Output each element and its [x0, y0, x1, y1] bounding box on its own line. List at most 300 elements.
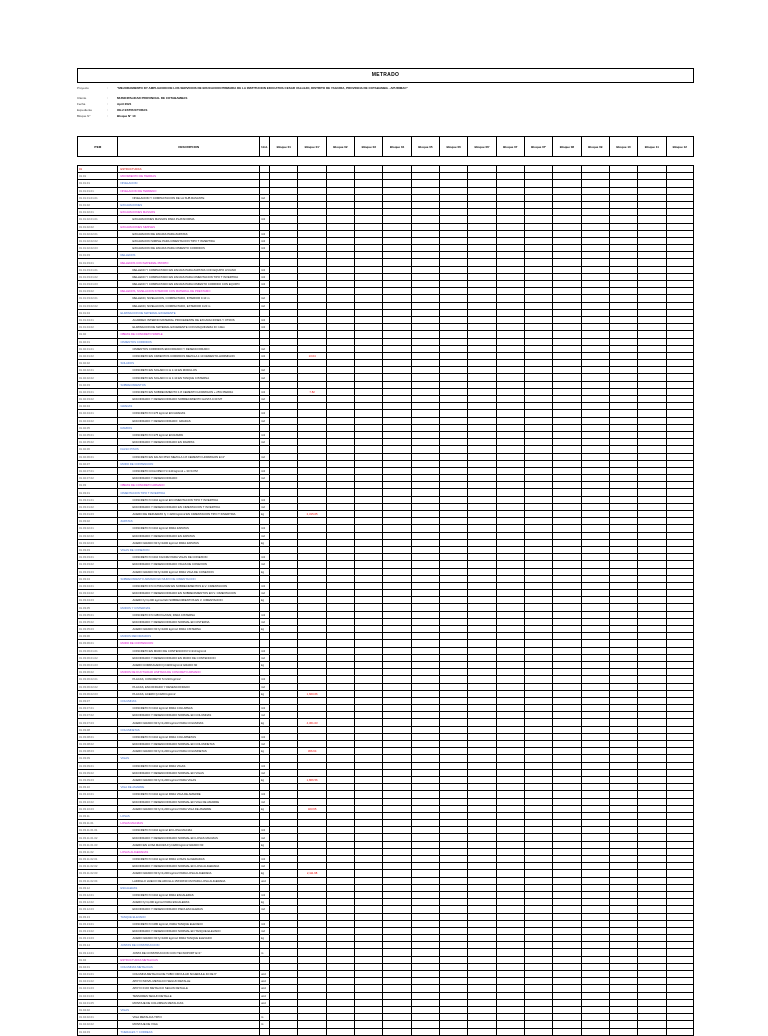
block-value: [355, 949, 383, 956]
item-code: 01.03.06.02: [78, 669, 118, 676]
block-value: [298, 223, 326, 230]
block-value: [666, 194, 693, 201]
block-value: [355, 525, 383, 532]
block-value: [468, 805, 496, 812]
block-value: [326, 956, 354, 963]
block-value: [581, 374, 609, 381]
block-value: [355, 618, 383, 625]
block-value: [553, 173, 581, 180]
item-description: LADRILLO HUECO DE ARCILLA 15X30X30 CM PARA LOSA ALIGERADA: [118, 877, 260, 884]
block-value: [524, 611, 552, 618]
item-code: 01.01.03.01.03: [78, 281, 118, 288]
item-description: VIGA METALICA TIPO I: [118, 1014, 260, 1021]
block-value: [581, 201, 609, 208]
item-description: MUROS Y CISTERNAS: [118, 604, 260, 611]
block-value: [468, 316, 496, 323]
block-value: [666, 626, 693, 633]
block-value: [468, 288, 496, 295]
item-code: 01.03.13.03: [78, 935, 118, 942]
block-value: [411, 776, 439, 783]
block-value: [383, 1028, 411, 1035]
block-value: [298, 705, 326, 712]
column-header: Bloque 09: [581, 137, 609, 157]
block-value: [524, 367, 552, 374]
block-value: [411, 194, 439, 201]
block-value: [468, 381, 496, 388]
block-value: [411, 252, 439, 259]
item-code: 01.03.03: [78, 546, 118, 553]
cliente-label: Cliente: [77, 96, 87, 100]
block-value: [298, 891, 326, 898]
block-value: [411, 870, 439, 877]
block-value: [355, 942, 383, 949]
block-value: [468, 424, 496, 431]
block-value: [355, 309, 383, 316]
block-value: [270, 252, 298, 259]
block-value: [666, 848, 693, 855]
block-value: [496, 626, 524, 633]
block-value: [355, 582, 383, 589]
block-value: [496, 388, 524, 395]
block-value: [553, 360, 581, 367]
block-value: [553, 856, 581, 863]
block-value: [468, 956, 496, 963]
block-value: [383, 870, 411, 877]
block-value: [298, 841, 326, 848]
block-value: [581, 626, 609, 633]
block-value: [553, 496, 581, 503]
block-value: [326, 259, 354, 266]
block-value: [638, 820, 666, 827]
block-value: [496, 913, 524, 920]
block-value: [298, 331, 326, 338]
block-value: [468, 575, 496, 582]
block-value: [666, 985, 693, 992]
block-value: [440, 446, 468, 453]
block-value: [440, 1014, 468, 1021]
block-value: [411, 683, 439, 690]
block-value: [411, 309, 439, 316]
block-value: 7.82: [298, 388, 326, 395]
block-value: [524, 1006, 552, 1013]
block-value: [326, 1014, 354, 1021]
block-value: [496, 690, 524, 697]
item-code: 01.03.11.02.03: [78, 870, 118, 877]
block-value: [553, 971, 581, 978]
block-value: [411, 417, 439, 424]
table-row: [78, 388, 694, 395]
block-value: [383, 683, 411, 690]
block-value: [638, 273, 666, 280]
block-value: [581, 360, 609, 367]
item-unit: m3: [260, 554, 270, 561]
item-code: 01.03.04.01: [78, 582, 118, 589]
block-value: [440, 288, 468, 295]
column-header: Bloque 12: [666, 137, 693, 157]
block-value: [524, 971, 552, 978]
block-value: [496, 187, 524, 194]
block-value: [666, 978, 693, 985]
block-value: [355, 913, 383, 920]
item-unit: m3: [260, 245, 270, 252]
item-description: CONCRETO EN SOLADO C:H 1:10 EN TANQUE CISTERNA: [118, 374, 260, 381]
item-code: 01.02.04.02: [78, 417, 118, 424]
block-value: [440, 942, 468, 949]
block-value: [355, 856, 383, 863]
block-value: [298, 741, 326, 748]
block-value: [666, 216, 693, 223]
block-value: [609, 985, 637, 992]
block-value: [355, 776, 383, 783]
block-value: [411, 360, 439, 367]
item-description: SOBRECIMIENTOS: [118, 381, 260, 388]
block-value: [638, 259, 666, 266]
block-value: [553, 899, 581, 906]
block-value: [666, 295, 693, 302]
block-value: [609, 532, 637, 539]
block-value: [440, 396, 468, 403]
block-value: [468, 273, 496, 280]
block-value: [553, 410, 581, 417]
block-value: [638, 856, 666, 863]
table-row: [78, 590, 694, 597]
block-value: [524, 424, 552, 431]
block-value: [270, 388, 298, 395]
item-unit: [260, 546, 270, 553]
block-value: [638, 331, 666, 338]
block-value: [298, 834, 326, 841]
block-value: [666, 482, 693, 489]
table-row: [78, 431, 694, 438]
block-value: [411, 748, 439, 755]
block-value: [270, 367, 298, 374]
item-unit: [260, 820, 270, 827]
block-value: [496, 352, 524, 359]
block-value: [553, 403, 581, 410]
block-value: [468, 482, 496, 489]
block-value: [270, 812, 298, 819]
item-code: 01.04.01.05: [78, 999, 118, 1006]
block-value: [638, 503, 666, 510]
block-value: [496, 245, 524, 252]
block-value: [524, 748, 552, 755]
block-value: [326, 906, 354, 913]
block-value: [581, 683, 609, 690]
block-value: [270, 338, 298, 345]
item-unit: kg: [260, 597, 270, 604]
block-value: [524, 676, 552, 683]
block-value: [666, 518, 693, 525]
block-value: [581, 877, 609, 884]
item-code: 01.03.10.01: [78, 791, 118, 798]
block-value: [326, 561, 354, 568]
block-value: [326, 611, 354, 618]
block-value: [298, 791, 326, 798]
block-value: [355, 669, 383, 676]
block-value: [298, 884, 326, 891]
block-value: [298, 582, 326, 589]
block-value: [440, 194, 468, 201]
block-value: [553, 755, 581, 762]
block-value: [553, 604, 581, 611]
item-unit: kg: [260, 568, 270, 575]
block-value: [298, 381, 326, 388]
block-value: [383, 281, 411, 288]
table-row: [78, 273, 694, 280]
item-code: 01.04.03: [78, 1028, 118, 1035]
block-value: [553, 237, 581, 244]
block-value: [411, 719, 439, 726]
block-value: [553, 798, 581, 805]
block-value: [411, 999, 439, 1006]
block-value: [666, 489, 693, 496]
table-row: [78, 467, 694, 474]
item-unit: m3: [260, 496, 270, 503]
item-description: NIVELACION Y COMPACTACION DE LA SUB RASANTE: [118, 194, 260, 201]
block-value: [298, 575, 326, 582]
block-value: [298, 345, 326, 352]
block-value: [553, 748, 581, 755]
block-value: [383, 863, 411, 870]
block-value: [609, 173, 637, 180]
block-value: [270, 927, 298, 934]
column-header: ITEM: [78, 137, 118, 157]
item-code: 01.03.07.03: [78, 719, 118, 726]
block-value: [553, 546, 581, 553]
item-description: ACERO GRADO 60 fy=4,200 kg/cm2 PARA VIGAS: [118, 776, 260, 783]
block-value: [326, 733, 354, 740]
block-value: [383, 618, 411, 625]
block-value: [524, 913, 552, 920]
block-value: [468, 439, 496, 446]
block-value: [270, 856, 298, 863]
block-value: [496, 1028, 524, 1035]
block-value: [440, 568, 468, 575]
block-value: [496, 518, 524, 525]
block-value: [666, 927, 693, 934]
block-value: [440, 281, 468, 288]
table-row: [78, 669, 694, 676]
block-value: [468, 166, 496, 173]
block-value: [298, 360, 326, 367]
block-value: [524, 295, 552, 302]
block-value: [553, 453, 581, 460]
block-value: [383, 431, 411, 438]
block-value: [411, 791, 439, 798]
block-value: [496, 237, 524, 244]
block-value: [440, 582, 468, 589]
block-value: [581, 647, 609, 654]
block-value: [270, 848, 298, 855]
block-value: [468, 985, 496, 992]
block-value: [440, 597, 468, 604]
block-value: [553, 446, 581, 453]
block-value: [411, 820, 439, 827]
block-value: [581, 245, 609, 252]
block-value: [666, 166, 693, 173]
block-value: [581, 252, 609, 259]
block-value: [581, 669, 609, 676]
table-row: [78, 532, 694, 539]
item-description: EXCAVACIONES MASIVAS: [118, 209, 260, 216]
item-code: 01.03.12.02: [78, 899, 118, 906]
table-row: [78, 201, 694, 208]
block-value: [581, 316, 609, 323]
metrado-table: [77, 128, 694, 1036]
block-value: [581, 920, 609, 927]
block-value: [383, 798, 411, 805]
block-value: [298, 403, 326, 410]
block-value: [355, 518, 383, 525]
block-value: [326, 575, 354, 582]
block-value: [496, 784, 524, 791]
block-value: [298, 597, 326, 604]
item-code: 01.02.01: [78, 338, 118, 345]
block-value: [298, 848, 326, 855]
block-value: [411, 755, 439, 762]
block-value: [581, 856, 609, 863]
block-value: [468, 367, 496, 374]
block-value: [496, 381, 524, 388]
block-value: [468, 863, 496, 870]
block-value: [553, 439, 581, 446]
item-code: 01.03.11: [78, 812, 118, 819]
block-value: [355, 511, 383, 518]
table-row: [78, 661, 694, 668]
block-value: [298, 424, 326, 431]
item-code: 01.03.04.03: [78, 597, 118, 604]
item-description: ACERO DE REFUERZO fy = 4200 kg/cm2 EN CIMENTACION TIPO T INVERTIDA: [118, 511, 260, 518]
block-value: [468, 834, 496, 841]
block-value: [383, 985, 411, 992]
block-value: [468, 309, 496, 316]
block-value: [270, 726, 298, 733]
item-code: 01.03.12.01: [78, 891, 118, 898]
block-value: [468, 748, 496, 755]
column-header: Bloque 07: [496, 137, 524, 157]
block-value: [326, 697, 354, 704]
block-value: [524, 245, 552, 252]
item-unit: m2: [260, 741, 270, 748]
expediente-label: Expediente: [77, 108, 93, 112]
block-value: [326, 1021, 354, 1028]
block-value: [581, 798, 609, 805]
block-value: [383, 1021, 411, 1028]
block-value: [666, 899, 693, 906]
item-unit: [260, 288, 270, 295]
item-code: 01.02.04.01: [78, 410, 118, 417]
block-value: [524, 503, 552, 510]
block-value: [609, 403, 637, 410]
item-code: 01.02.05: [78, 424, 118, 431]
block-value: [355, 367, 383, 374]
block-value: [411, 963, 439, 970]
block-value: [355, 496, 383, 503]
block-value: [609, 762, 637, 769]
block-value: [524, 403, 552, 410]
block-value: [496, 755, 524, 762]
block-value: [553, 769, 581, 776]
item-unit: und: [260, 985, 270, 992]
block-value: [326, 360, 354, 367]
block-value: [298, 546, 326, 553]
block-value: [468, 259, 496, 266]
item-description: RELLENOS CON MATERIAL PROPIO: [118, 259, 260, 266]
block-value: [355, 424, 383, 431]
table-row: [78, 913, 694, 920]
block-value: [440, 331, 468, 338]
block-value: [666, 374, 693, 381]
block-value: [666, 841, 693, 848]
item-unit: m3: [260, 216, 270, 223]
block-value: [524, 762, 552, 769]
table-row: [78, 396, 694, 403]
block-value: [411, 863, 439, 870]
item-unit: [260, 460, 270, 467]
block-value: [383, 388, 411, 395]
block-value: [581, 590, 609, 597]
block-value: [326, 237, 354, 244]
block-value: [496, 273, 524, 280]
block-value: [496, 482, 524, 489]
block-value: [496, 209, 524, 216]
block-value: [440, 690, 468, 697]
block-value: [524, 791, 552, 798]
block-value: [581, 367, 609, 374]
block-value: [326, 252, 354, 259]
block-value: [666, 741, 693, 748]
block-value: [355, 460, 383, 467]
block-value: [524, 884, 552, 891]
block-value: [270, 611, 298, 618]
block-value: [524, 453, 552, 460]
block-value: [666, 697, 693, 704]
block-value: [270, 733, 298, 740]
block-value: [609, 216, 637, 223]
block-value: [609, 245, 637, 252]
block-value: [609, 453, 637, 460]
block-value: [496, 496, 524, 503]
block-value: [666, 309, 693, 316]
item-unit: m3: [260, 856, 270, 863]
block-value: [270, 798, 298, 805]
block-value: [496, 798, 524, 805]
block-value: [355, 403, 383, 410]
block-value: [496, 676, 524, 683]
block-value: [411, 956, 439, 963]
item-unit: m2: [260, 927, 270, 934]
item-unit: [260, 640, 270, 647]
block-value: [609, 891, 637, 898]
block-value: [609, 511, 637, 518]
item-code: 01.02.03.02: [78, 396, 118, 403]
block-value: [298, 503, 326, 510]
block-value: [468, 281, 496, 288]
block-value: [440, 273, 468, 280]
block-value: [524, 906, 552, 913]
block-value: [355, 345, 383, 352]
block-value: [326, 194, 354, 201]
block-value: [524, 209, 552, 216]
block-value: [524, 827, 552, 834]
block-value: [270, 223, 298, 230]
table-row: [78, 604, 694, 611]
block-value: [666, 877, 693, 884]
item-description: CONCRETO f'c=210 kg/cm2 EN LOSA MACIZA: [118, 827, 260, 834]
block-value: [326, 597, 354, 604]
block-value: [298, 899, 326, 906]
block-value: [270, 245, 298, 252]
